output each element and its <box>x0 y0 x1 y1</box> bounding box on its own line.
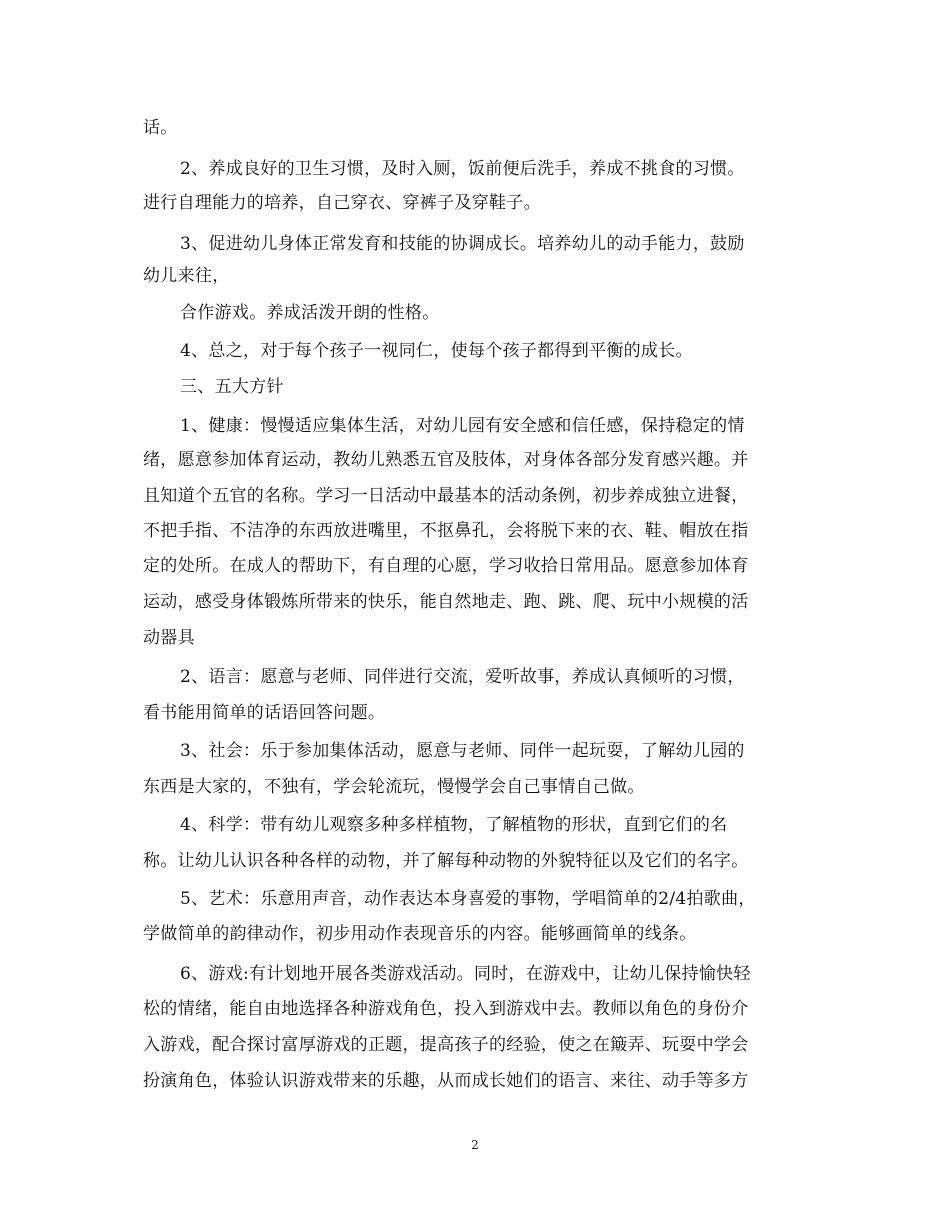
text-line-19: 东西是大家的，不独有，学会轮流玩，慢慢学会自己事情自己做。 <box>143 777 645 797</box>
text-line-25: 松的情绪，能自由地选择各种游戏角色，投入到游戏中去。教师以角色的身份介 <box>143 999 749 1019</box>
text-line-11: 且知道个五官的名称。学习一日活动中最基本的活动条例，初步养成独立进餐， <box>143 486 749 506</box>
text-line-20: 4、科学：带有幼儿观察多种多样植物，了解植物的形状，直到它们的名 <box>180 815 728 835</box>
text-line-4: 3、促进幼儿身体正常发育和技能的协调成长。培养幼儿的动手能力，鼓励 <box>180 234 745 254</box>
text-line-13: 定的处所。在成人的帮助下，有自理的心愿，学习收拾日常用品。愿意参加体育 <box>143 556 749 576</box>
text-line-6: 合作游戏。养成活泼开朗的性格。 <box>180 303 440 323</box>
text-line-22: 5、艺术：乐意用声音，动作表达本身喜爱的事物，学唱简单的2/4拍歌曲， <box>180 889 756 909</box>
text-line-26: 入游戏，配合探讨富厚游戏的正题，提高孩子的经验，使之在簸弄、玩耍中学会 <box>143 1035 749 1055</box>
text-line-27: 扮演角色，体验认识游戏带来的乐趣，从而成长她们的语言、来往、动手等多方 <box>143 1071 749 1091</box>
text-line-14: 运动，感受身体锻炼所带来的快乐，能自然地走、跑、跳、爬、玩中小规模的活 <box>143 592 749 612</box>
text-line-1: 话。 <box>143 118 178 138</box>
text-line-21: 称。让幼儿认识各种各样的动物，并了解每种动物的外貌特征以及它们的名字。 <box>143 851 749 871</box>
text-line-2: 2、养成良好的卫生习惯，及时入厕，饭前便后洗手，养成不挑食的习惯。 <box>180 159 745 179</box>
text-line-15: 动器具 <box>143 628 195 648</box>
page-number: 2 <box>471 1138 479 1152</box>
text-line-24: 6、游戏:有计划地开展各类游戏活动。同时，在游戏中，让幼儿保持愉快轻 <box>180 964 751 984</box>
text-line-7: 4、总之，对于每个孩子一视同仁，使每个孩子都得到平衡的成长。 <box>180 341 693 361</box>
text-line-17: 看书能用简单的话语回答问题。 <box>143 703 386 723</box>
text-line-5: 幼儿来往， <box>143 266 230 286</box>
text-line-23: 学做简单的韵律动作，初步用动作表现音乐的内容。能够画简单的线条。 <box>143 924 697 944</box>
section-heading: 三、五大方针 <box>180 377 284 397</box>
text-line-3: 进行自理能力的培养，自己穿衣、穿裤子及穿鞋子。 <box>143 193 541 213</box>
text-line-9: 1、健康：慢慢适应集体生活，对幼儿园有安全感和信任感，保持稳定的情 <box>180 416 745 436</box>
text-line-10: 绪，愿意参加体育运动，教幼儿熟悉五官及肢体，对身体各部分发育感兴趣。并 <box>143 450 749 470</box>
text-line-18: 3、社会：乐于参加集体活动，愿意与老师、同伴一起玩耍，了解幼儿园的 <box>180 741 745 761</box>
text-line-16: 2、语言：愿意与老师、同伴进行交流，爱听故事，养成认真倾听的习惯， <box>180 667 745 687</box>
text-line-12: 不把手指、不洁净的东西放进嘴里，不抠鼻孔，会将脱下来的衣、鞋、帽放在指 <box>143 521 749 541</box>
